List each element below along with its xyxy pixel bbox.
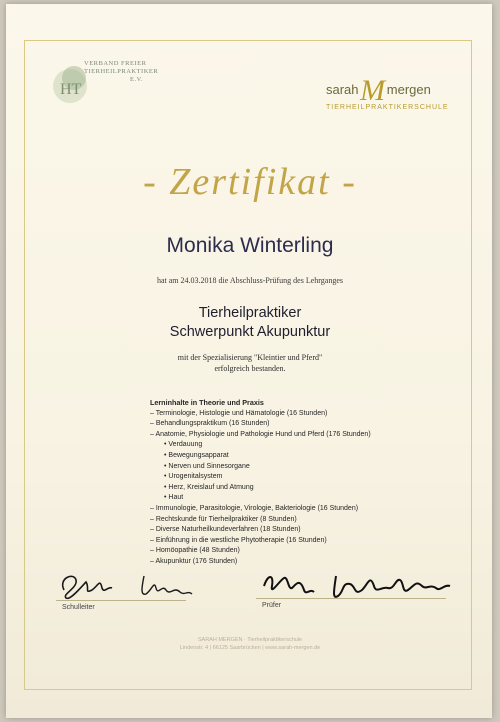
association-line: E.V. bbox=[130, 76, 144, 83]
certificate-title: - Zertifikat - bbox=[143, 161, 357, 203]
examiner-signature-icon bbox=[258, 566, 458, 606]
association-name bbox=[84, 60, 164, 84]
list-item: – Terminologie, Histologie und Hämatologie (16 Stunden) bbox=[150, 409, 328, 417]
list-subitem: • Urogenitalsystem bbox=[164, 473, 223, 481]
brand-first: sarah bbox=[326, 82, 359, 97]
signature-line-right bbox=[256, 598, 446, 599]
list-item: – Akupunktur (176 Stunden) bbox=[150, 557, 238, 565]
list-subitem: • Herz, Kreislauf und Atmung bbox=[164, 483, 254, 491]
profession-title: Tierheilpraktiker bbox=[198, 305, 302, 321]
school-subtitle: TIERHEILPRAKTIKERSCHULE bbox=[326, 104, 449, 111]
footer-line: SARAH MERGEN · Tierheilpraktikerschule bbox=[197, 637, 303, 643]
specialization-block bbox=[0, 352, 500, 374]
list-subitem: • Bewegungsapparat bbox=[164, 451, 229, 459]
signature-label-right: Prüfer bbox=[262, 602, 282, 609]
passed-line: erfolgreich bestanden. bbox=[214, 364, 286, 373]
contents-heading: Lerninhalte in Theorie und Praxis bbox=[150, 398, 264, 407]
school-logo bbox=[318, 58, 468, 118]
course-contents bbox=[150, 398, 450, 568]
association-line: VERBAND FREIER bbox=[84, 60, 147, 67]
footer-line: Lindenstr. 4 | 66125 Saarbrücken | www.sarah-mergen.de bbox=[179, 645, 321, 651]
list-subitem: • Haut bbox=[164, 494, 184, 502]
list-subitem: • Nerven und Sinnesorgane bbox=[164, 462, 250, 470]
association-line: TIERHEILPRAKTIKER bbox=[84, 68, 159, 75]
list-item: – Immunologie, Parasitologie, Virologie, Bakteriologie (16 Stunden) bbox=[150, 504, 359, 512]
recipient-name: Monika Winterling bbox=[166, 234, 334, 257]
list-item: – Anatomie, Physiologie und Pathologie Hund und Pferd (176 Stunden) bbox=[150, 430, 371, 438]
school-director-signature-icon bbox=[56, 568, 196, 604]
list-item: – Diverse Naturheilkundeverfahren (18 Stunden) bbox=[150, 526, 301, 534]
specialization-line: mit der Spezialisierung "Kleintier und Pferd" bbox=[177, 353, 323, 362]
footer-address bbox=[0, 636, 500, 652]
list-item: – Homöopathie (48 Stunden) bbox=[150, 547, 240, 555]
association-mark: HT bbox=[60, 81, 82, 98]
list-item: – Rechtskunde für Tierheilpraktiker (8 Stunden) bbox=[150, 515, 297, 523]
school-brand-name bbox=[326, 74, 431, 108]
brand-m-mark: M bbox=[360, 74, 386, 107]
exam-statement: hat am 24.03.2018 die Abschluss-Prüfung des Lehrganges bbox=[156, 276, 344, 285]
signature-label-left: Schulleiter bbox=[62, 604, 95, 611]
profession-block bbox=[0, 304, 500, 342]
list-item: – Einführung in die westliche Phytotherapie (16 Stunden) bbox=[150, 536, 327, 544]
list-subitem: • Verdauung bbox=[164, 441, 203, 449]
signature-line-left bbox=[56, 600, 186, 601]
list-item: – Behandlungspraktikum (16 Stunden) bbox=[150, 420, 270, 428]
brand-last: mergen bbox=[386, 82, 431, 97]
association-logo bbox=[52, 60, 159, 112]
profession-focus: Schwerpunkt Akupunktur bbox=[169, 324, 331, 340]
